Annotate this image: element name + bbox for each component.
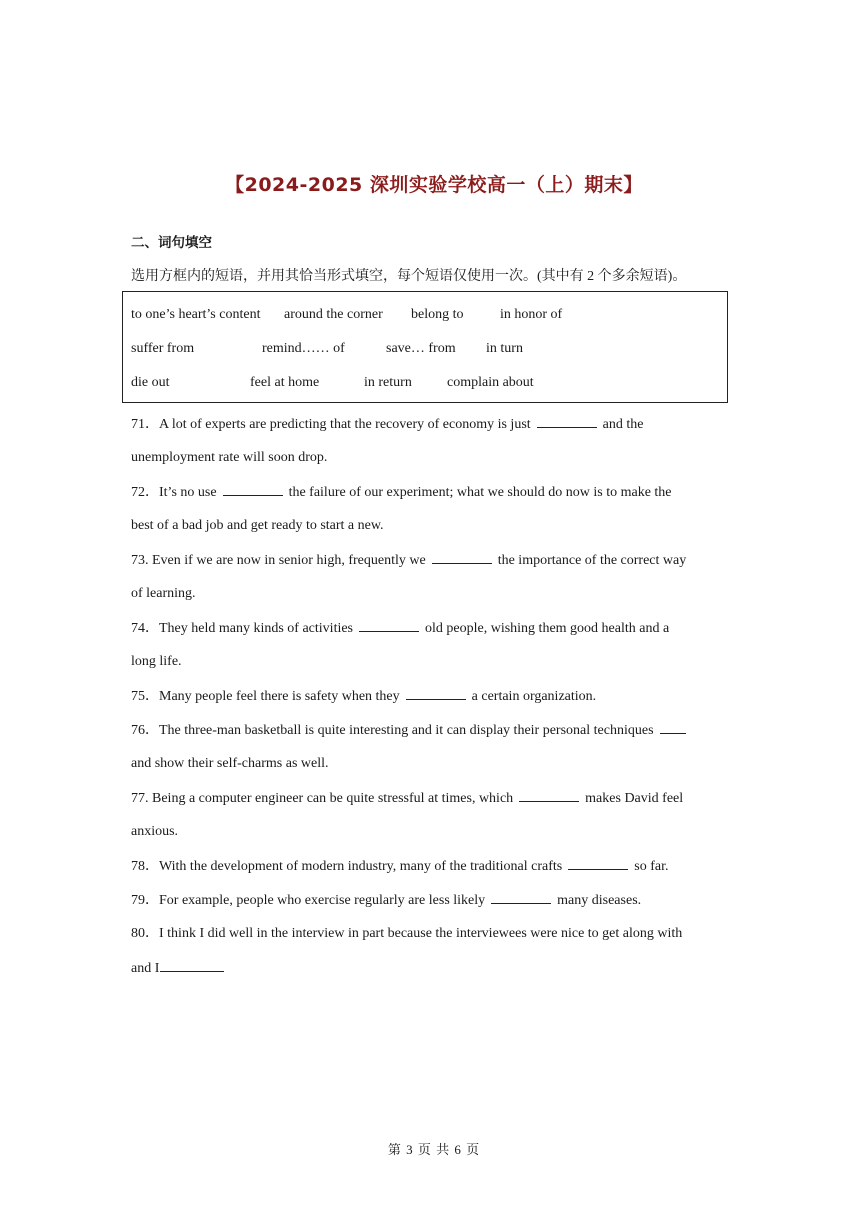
phrase-item: belong to bbox=[411, 307, 464, 322]
phrase-item: in honor of bbox=[500, 307, 563, 322]
question-77: 77. Being a computer engineer can be quite stressful at times, which makes David feel bbox=[131, 786, 741, 820]
question-75: 75．Many people feel there is safety when they a certain organization. bbox=[131, 684, 741, 718]
answer-blank[interactable] bbox=[359, 616, 419, 632]
phrase-item: to one’s heart’s content bbox=[131, 307, 261, 322]
question-71-cont: unemployment rate will soon drop. bbox=[131, 450, 328, 465]
question-74: 74．They held many kinds of activities old people, wishing them good health and a bbox=[131, 616, 741, 650]
answer-blank[interactable] bbox=[432, 548, 492, 564]
question-80-cont: and I bbox=[131, 956, 741, 990]
phrase-item: suffer from bbox=[131, 341, 195, 356]
question-list bbox=[131, 412, 741, 990]
question-73-cont: of learning. bbox=[131, 586, 196, 601]
phrase-item: die out bbox=[131, 375, 170, 390]
answer-blank[interactable] bbox=[537, 412, 597, 428]
answer-blank[interactable] bbox=[519, 786, 579, 802]
answer-blank[interactable] bbox=[568, 854, 628, 870]
question-76: 76．The three-man basketball is quite interesting and it can display their personal techniques bbox=[131, 718, 741, 752]
question-72: 72．It’s no use the failure of our experiment; what we should do now is to make the bbox=[131, 480, 741, 514]
phrase-item: around the corner bbox=[284, 307, 383, 322]
question-71: 71．A lot of experts are predicting that the recovery of economy is just and the bbox=[131, 412, 741, 446]
question-77-cont: anxious. bbox=[131, 824, 179, 839]
phrase-box bbox=[122, 291, 728, 403]
phrase-item: remind…… of bbox=[262, 341, 345, 356]
phrase-item: complain about bbox=[447, 375, 534, 390]
phrase-item: in turn bbox=[486, 341, 523, 356]
instructions-text: 选用方框内的短语，并用其恰当形式填空，每个短语仅使用一次。(其中有 2 个多余短语)。 bbox=[131, 269, 687, 284]
question-79: 79．For example, people who exercise regularly are less likely many diseases. bbox=[131, 888, 741, 922]
section-heading: 二、词句填空 bbox=[131, 235, 212, 251]
question-76-cont: and show their self-charms as well. bbox=[131, 756, 329, 771]
page-footer: 第 3 页 共 6 页 bbox=[387, 1142, 481, 1157]
phrase-item: in return bbox=[364, 375, 412, 390]
phrase-item: save… from bbox=[386, 341, 456, 356]
question-73: 73. Even if we are now in senior high, frequently we the importance of the correct way bbox=[131, 548, 741, 582]
question-72-cont: best of a bad job and get ready to start a new. bbox=[131, 518, 384, 533]
question-80: 80．I think I did well in the interview in part because the interviewees were nice to get along with bbox=[131, 926, 683, 941]
answer-blank[interactable] bbox=[160, 956, 224, 972]
answer-blank[interactable] bbox=[660, 718, 686, 734]
answer-blank[interactable] bbox=[406, 684, 466, 700]
phrase-item: feel at home bbox=[250, 375, 320, 390]
page-title: 【2024-2025 深圳实验学校高一（上）期末】 bbox=[225, 174, 643, 196]
answer-blank[interactable] bbox=[223, 480, 283, 496]
answer-blank[interactable] bbox=[491, 888, 551, 904]
question-78: 78．With the development of modern industry, many of the traditional crafts so far. bbox=[131, 854, 741, 888]
question-74-cont: long life. bbox=[131, 654, 182, 669]
